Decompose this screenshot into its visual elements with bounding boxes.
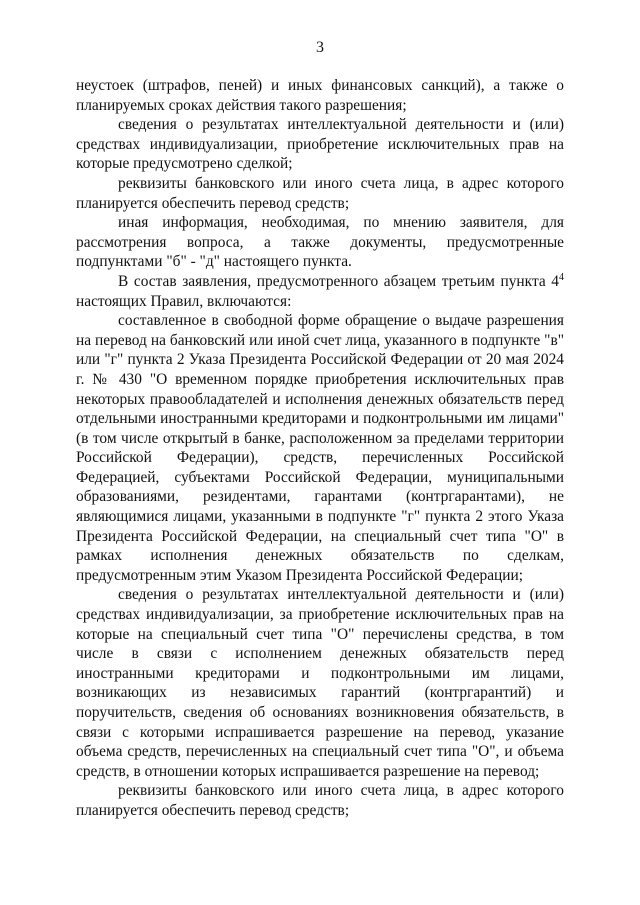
paragraph-text: В состав заявления, предусмотренного абзацем третьим пункта 4 xyxy=(118,272,559,290)
paragraph: реквизиты банковского или иного счета лица, в адрес которого планируется обеспечить перевод средств; xyxy=(76,782,564,819)
paragraph: составленное в свободной форме обращение о выдаче разрешения на перевод на банковский или иной счет лица, указанного в подпункте "в" или "г" пункта 2 Указа Президента Российской Федерации от 20 мая 2024 г. № 430 "О временном порядке приобретения исключительных прав некоторых правообладателей и исполнения денежных обязательств перед отдельными иностранными кредиторами и подконтрольными им лицами" (в том числе открытый в банке, расположенном за пределами территории Российской Федерации), средств, перечисленных Российской Федерацией, субъектами Российской Федерации, муниципальными образованиями, резидентами, гарантами (контргарантами), не являющимися лицами, указанными в подпункте "г" пункта 2 этого Указа Президента Российской Федерации, на специальный счет типа "О" в рамках исполнения денежных обязательств по сделкам, предусмотренным этим Указом Президента Российской Федерации; xyxy=(76,312,564,584)
page-number: 3 xyxy=(316,39,324,56)
document-body xyxy=(76,76,564,821)
paragraph: сведения о результатах интеллектуальной деятельности и (или) средствах индивидуализации, за приобретение исключительных прав на которые на специальный счет типа "О" перечислены средства, в том числе в связи с исполнением денежных обязательств перед иностранными кредиторами и подконтрольными им лицами, возникающих из независимых гарантий (контргарантий) и поручительств, сведения об основаниях возникновения обязательств, в связи с которыми испрашивается разрешение на перевод, указание объема средств, перечисленных на специальный счет типа "О", и объема средств, в отношении которых испрашивается разрешение на перевод; xyxy=(76,586,564,780)
paragraph: неустоек (штрафов, пеней) и иных финансовых санкций), а также о планируемых сроках действия такого разрешения; xyxy=(76,77,564,114)
paragraph: сведения о результатах интеллектуальной деятельности и (или) средствах индивидуализации, приобретение исключительных прав на которые предусмотрено сделкой; xyxy=(76,116,564,173)
paragraph: реквизиты банковского или иного счета лица, в адрес которого планируется обеспечить перевод средств; xyxy=(76,174,564,212)
paragraph-text: настоящих Правил, включаются: xyxy=(76,292,292,310)
paragraph: иная информация, необходимая, по мнению заявителя, для рассмотрения вопроса, а также документы, предусмотренные подпунктами "б" - "д" настоящего пункта. xyxy=(76,214,564,271)
paragraph xyxy=(76,272,564,311)
superscript: 4 xyxy=(559,271,564,283)
